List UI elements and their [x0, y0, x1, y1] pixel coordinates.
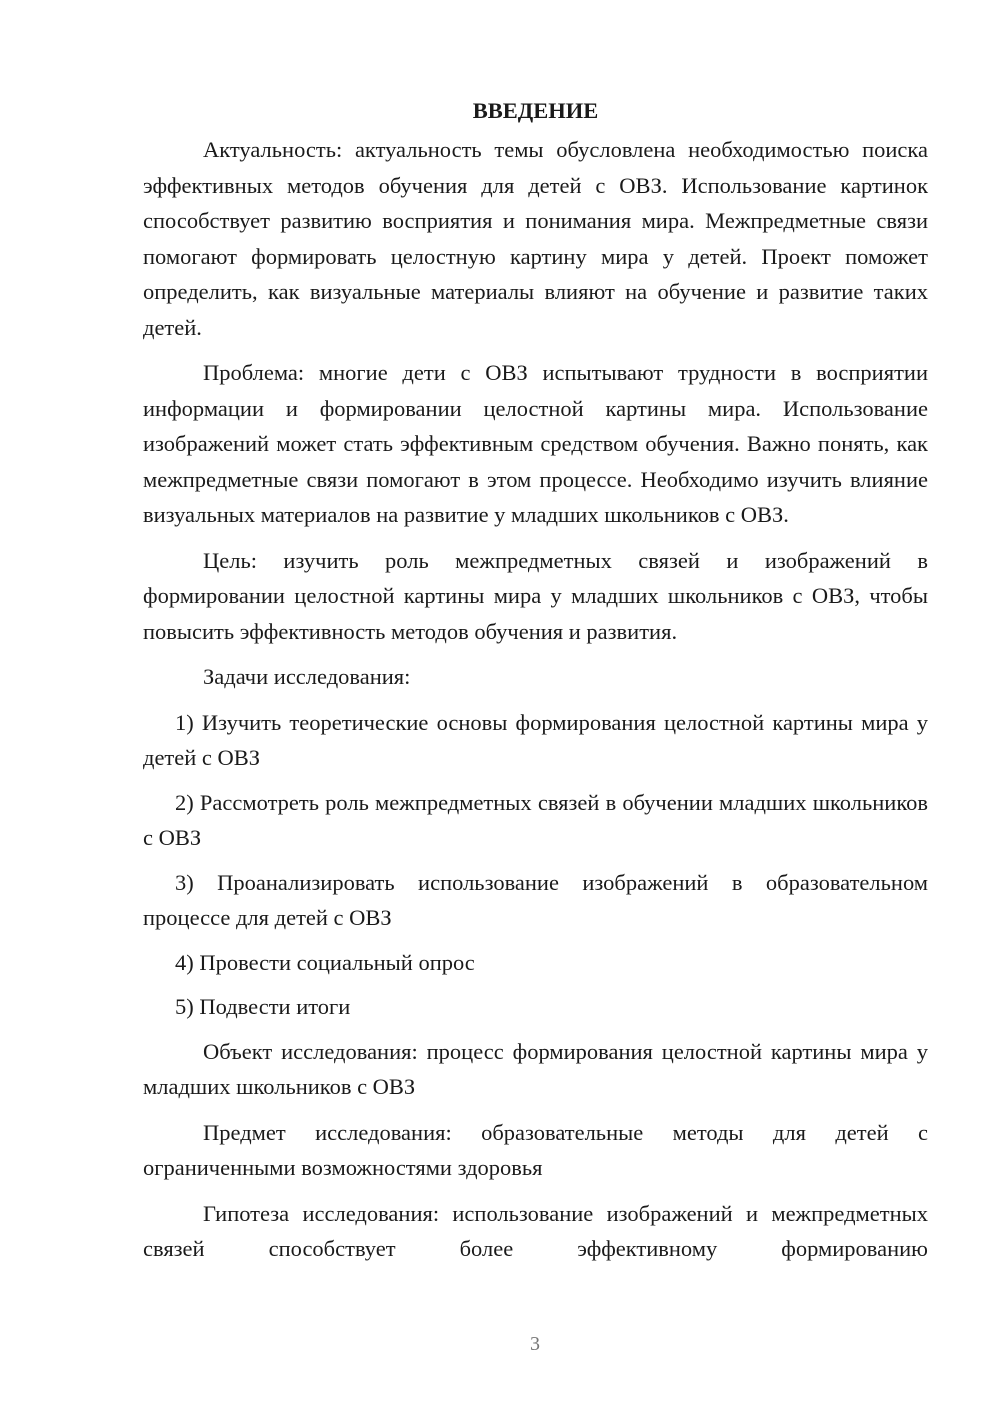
task-item: 2) Рассмотреть роль межпредметных связей в обучении младших школьников с ОВЗ [143, 789, 928, 850]
page-number: 3 [530, 1333, 540, 1355]
task-item: 5) Подвести итоги [175, 994, 351, 1019]
paragraph-subject: Предмет исследования: образовательные методы для детей с ограниченными возможностями здоровья [143, 1119, 928, 1180]
task-item: 4) Провести социальный опрос [175, 949, 475, 975]
task-item: 3) Проанализировать использование изображений в образовательном процессе для детей с ОВЗ [143, 869, 928, 930]
paragraph-relevance: Актуальность: актуальность темы обусловлена необходимостью поиска эффективных методов обучения для детей с ОВЗ. Использование картинок способствует развитию восприятия и понимания мира. Межпредметные связи помогают формировать целостную картину мира у детей. Проект поможет определить, как визуальные материалы влияют на обучение и развитие таких детей. [143, 137, 928, 340]
paragraph-problem: Проблема: многие дети с ОВЗ испытывают трудности в восприятии информации и формировании целостной картины мира. Использование изображений может стать эффективным средством обучения. Важно понять, как межпредметные связи помогают в этом процессе. Необходимо изучить влияние визуальных материалов на развитие у младших школьников с ОВЗ. [143, 360, 928, 527]
task-item: 1) Изучить теоретические основы формирования целостной картины мира у детей с ОВЗ [143, 709, 928, 770]
section-title: ВВЕДЕНИЕ [472, 98, 599, 123]
paragraph-hypothesis: Гипотеза исследования: использование изображений и межпредметных связей способствует более эффективному формированию [143, 1200, 928, 1261]
tasks-heading: Задачи исследования: [203, 664, 411, 689]
paragraph-goal: Цель: изучить роль межпредметных связей и изображений в формировании целостной картины мира у младших школьников с ОВЗ, чтобы повысить эффективность методов обучения и развития. [143, 547, 928, 644]
page-content [143, 94, 928, 1277]
paragraph-object: Объект исследования: процесс формирования целостной картины мира у младших школьников с ОВЗ [143, 1038, 928, 1099]
